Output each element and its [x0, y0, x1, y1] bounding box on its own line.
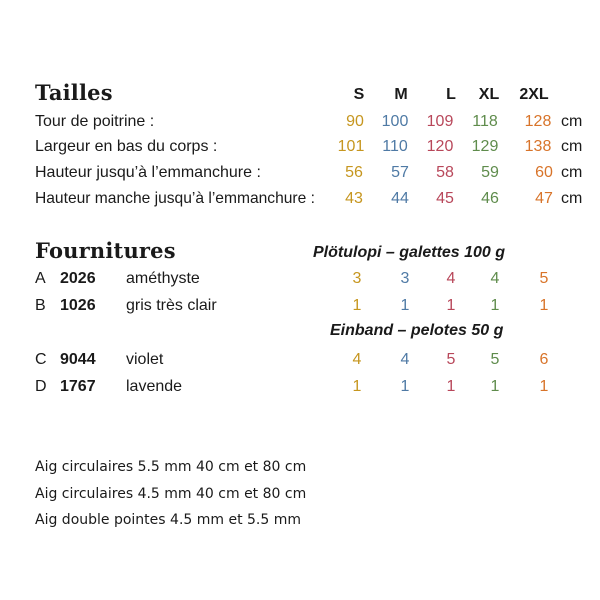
measure-value: 58 [436, 164, 454, 181]
size-header-s: S [353, 86, 365, 103]
material-code: 2026 [60, 270, 96, 287]
material-color-name: violet [126, 351, 164, 368]
measure-value: 60 [535, 164, 553, 181]
measure-value: 100 [381, 113, 409, 130]
material-qty: 6 [539, 351, 549, 368]
material-qty: 1 [539, 297, 549, 314]
material-qty: 1 [352, 297, 362, 314]
material-qty: 1 [539, 378, 549, 395]
measure-label-bottom-width: Largeur en bas du corps : [35, 138, 218, 155]
unit-label: cm [561, 190, 583, 207]
material-qty: 4 [400, 351, 410, 368]
measure-label-armhole-height: Hauteur jusqu’à l’emmanchure : [35, 164, 261, 181]
material-letter: A [35, 270, 46, 287]
material-qty: 1 [446, 297, 456, 314]
measure-label-sleeve-height: Hauteur manche jusqu’à l’emmanchure : [35, 190, 315, 207]
material-qty: 3 [400, 270, 410, 287]
size-header-xl: XL [478, 86, 500, 103]
material-color-name: améthyste [126, 270, 200, 287]
sizes-heading: Tailles [35, 80, 113, 105]
material-qty: 1 [400, 378, 410, 395]
materials-heading: Fournitures [35, 238, 176, 263]
size-header-2xl: 2XL [519, 86, 549, 103]
material-qty: 5 [490, 351, 500, 368]
material-qty: 5 [539, 270, 549, 287]
needle-note: Aig circulaires 4.5 mm 40 cm et 80 cm [35, 486, 307, 502]
unit-label: cm [561, 113, 583, 130]
material-letter: D [35, 378, 47, 395]
measure-value: 128 [524, 113, 552, 130]
material-qty: 3 [352, 270, 362, 287]
material-letter: B [35, 297, 46, 314]
material-qty: 1 [490, 378, 500, 395]
material-color-name: gris très clair [126, 297, 217, 314]
material-letter: C [35, 351, 47, 368]
measure-value: 120 [426, 138, 454, 155]
needle-note: Aig double pointes 4.5 mm et 5.5 mm [35, 512, 302, 528]
measure-value: 59 [481, 164, 499, 181]
measure-value: 129 [471, 138, 499, 155]
unit-label: cm [561, 164, 583, 181]
size-header-m: M [394, 86, 408, 103]
material-qty: 5 [446, 351, 456, 368]
measure-label-chest: Tour de poitrine : [35, 113, 155, 130]
measure-value: 43 [345, 190, 363, 207]
size-header-l: L [446, 86, 456, 103]
measure-value: 138 [524, 138, 552, 155]
material-code: 9044 [60, 351, 96, 368]
measure-value: 45 [436, 190, 454, 207]
measure-value: 110 [382, 138, 408, 155]
material-qty: 1 [446, 378, 456, 395]
material-qty: 4 [352, 351, 362, 368]
measure-value: 109 [426, 113, 454, 130]
unit-label: cm [561, 138, 583, 155]
material-code: 1767 [60, 378, 96, 395]
material-color-name: lavende [126, 378, 183, 395]
material-code: 1026 [60, 297, 96, 314]
material-qty: 4 [446, 270, 456, 287]
material-qty: 1 [400, 297, 410, 314]
material-qty: 4 [490, 270, 500, 287]
measure-value: 47 [535, 190, 553, 207]
measure-value: 118 [472, 113, 498, 130]
measure-value: 90 [346, 113, 364, 130]
measure-value: 44 [391, 190, 409, 207]
measure-value: 46 [481, 190, 499, 207]
measure-value: 56 [345, 164, 363, 181]
measure-value: 101 [337, 138, 365, 155]
material-qty: 1 [490, 297, 500, 314]
material-qty: 1 [352, 378, 362, 395]
yarn-group-heading: Plötulopi – galettes 100 g [313, 244, 506, 261]
measure-value: 57 [391, 164, 409, 181]
yarn-group-heading: Einband – pelotes 50 g [330, 322, 504, 339]
needle-note: Aig circulaires 5.5 mm 40 cm et 80 cm [35, 459, 307, 475]
